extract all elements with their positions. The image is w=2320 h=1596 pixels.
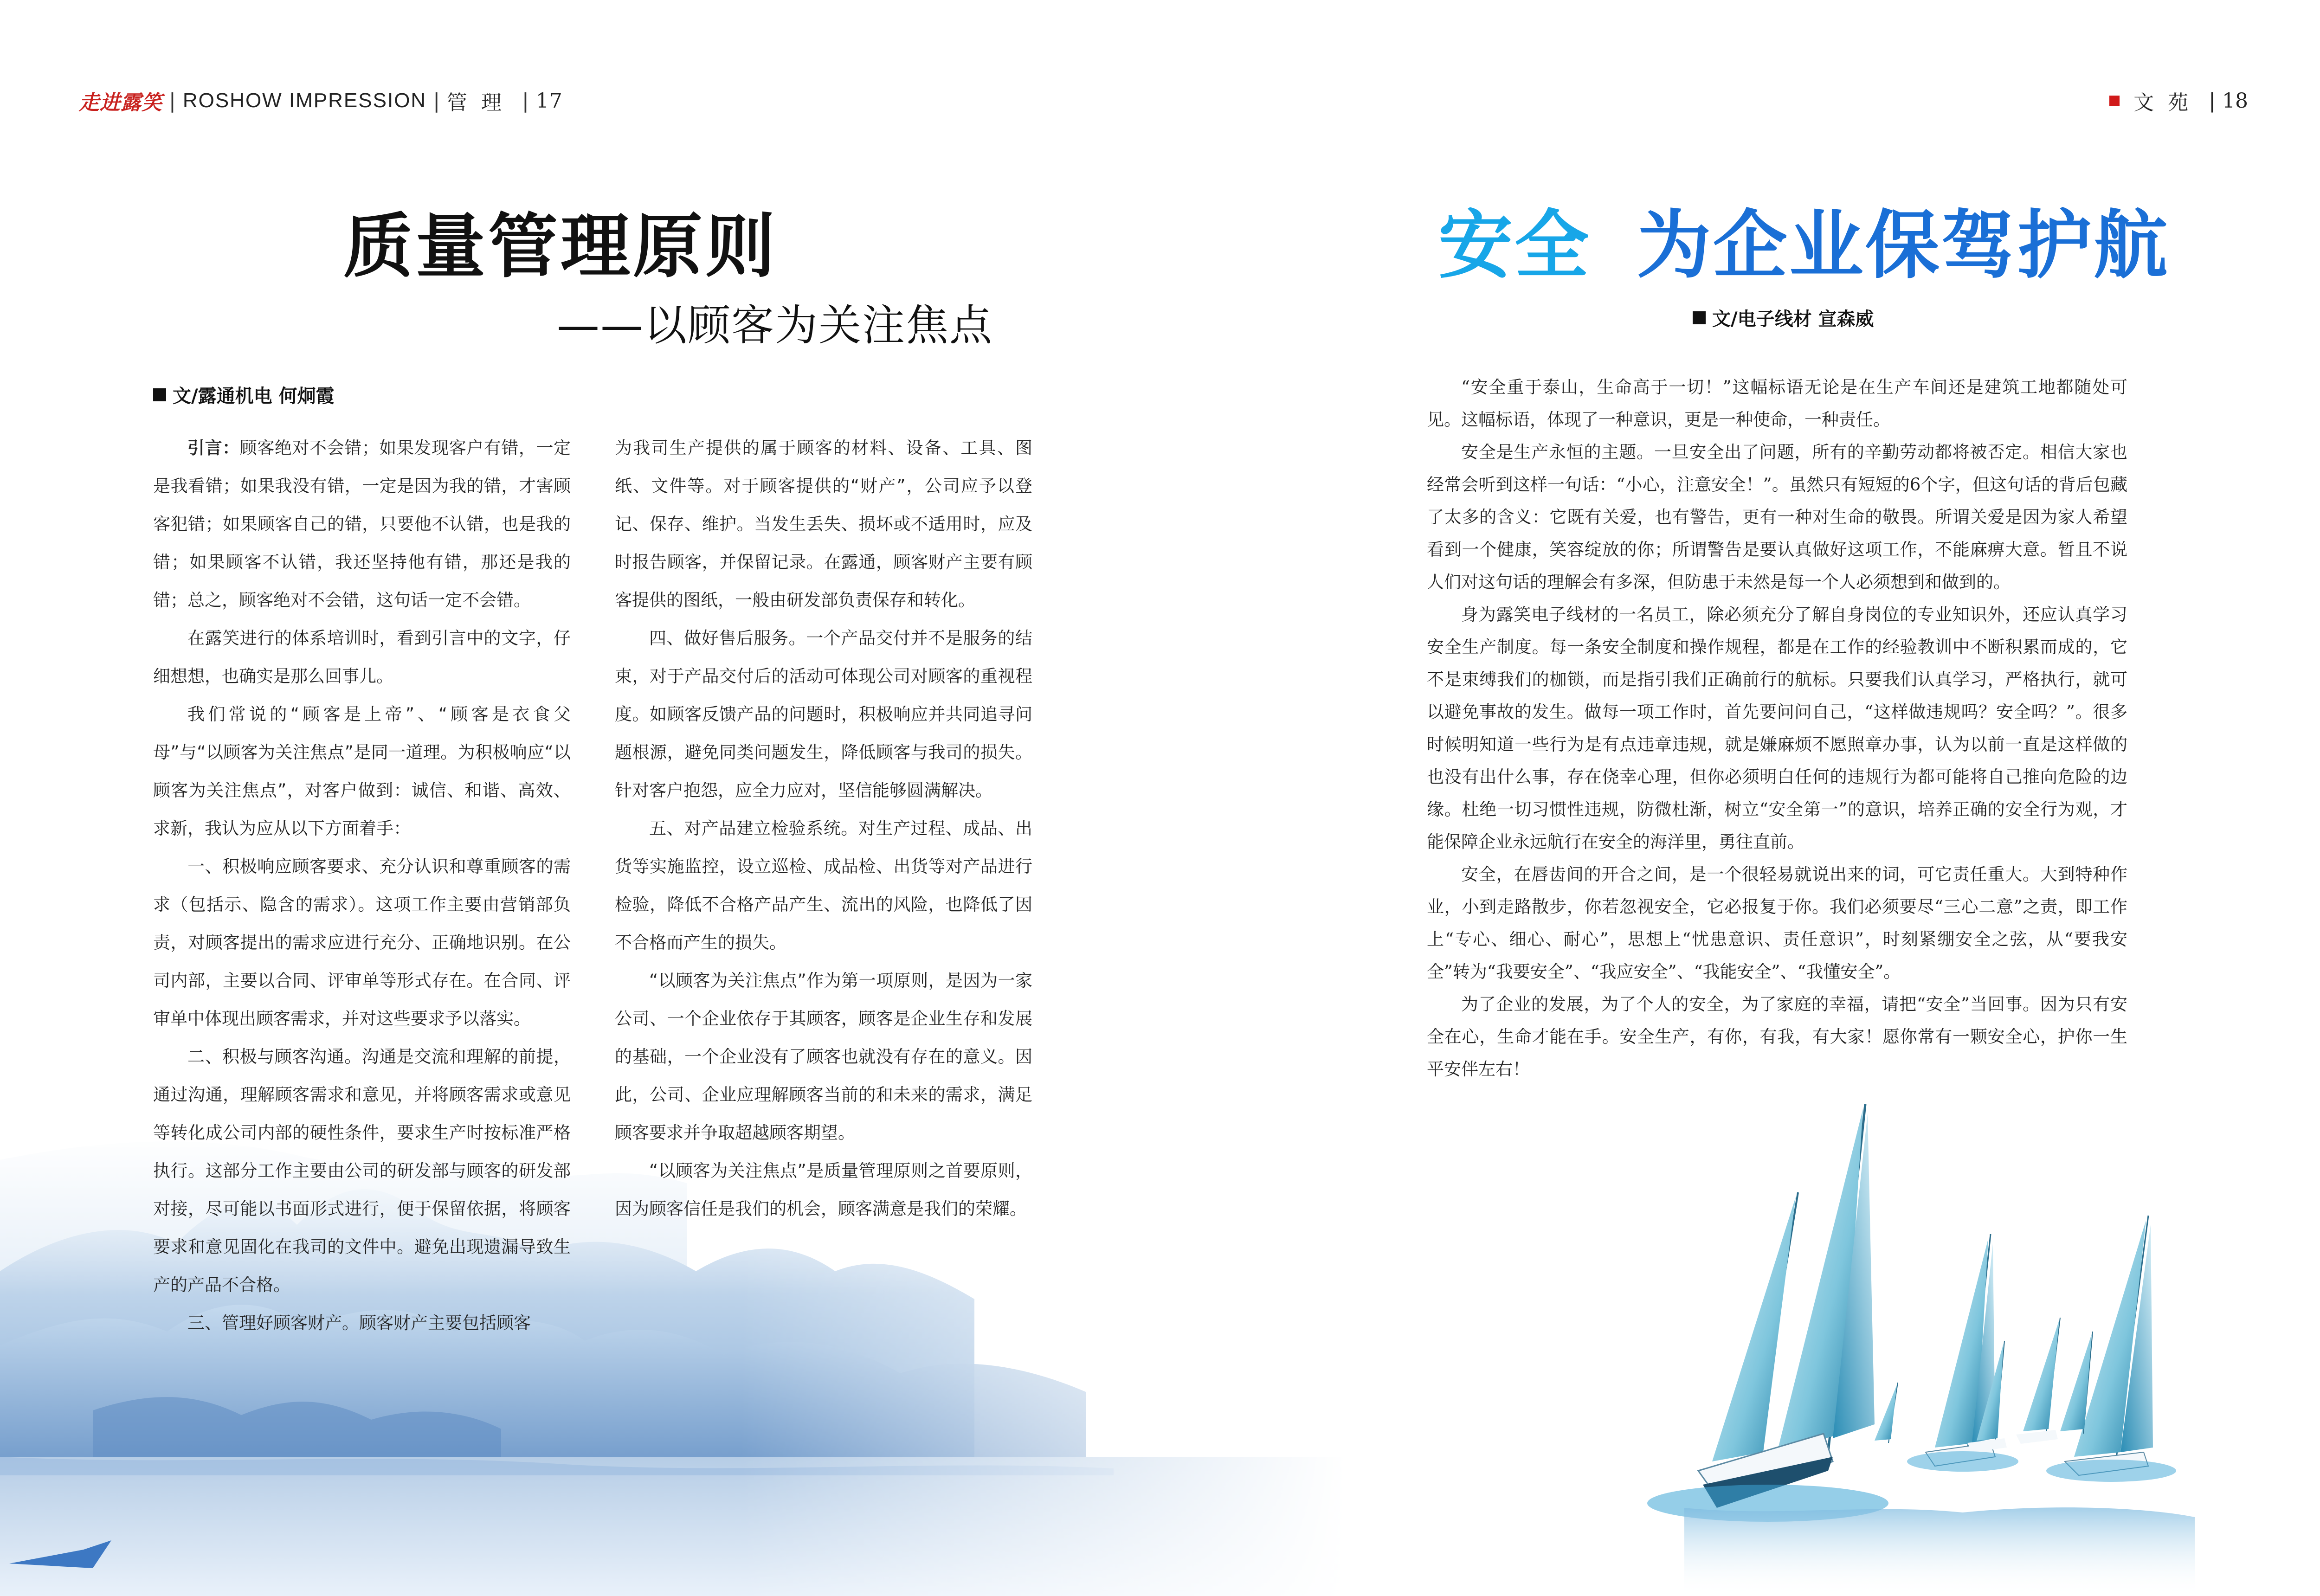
medium-sailboat (2065, 1216, 2153, 1475)
paragraph-text: 三、管理好顾客财产。顾客财产主要包括顾客 (187, 1313, 531, 1333)
article-byline (1693, 304, 1874, 331)
paragraph-text: 二、积极与顾客沟通。沟通是交流和理解的前提，通过沟通，理解顾客需求和意见，并将顾客需求或意见等转化成公司内部的硬性条件，要求生产时按标准严格执行。这部分工作主要由公司的研发部与顾客的研发部对接，尽可能以书面形式进行，便于保留依据，将顾客要求和意见固化在我司的文件中。避免出现遗漏导致生产的产品不合格。 (153, 1047, 571, 1295)
article-body (1427, 371, 2127, 1086)
brand-logo-text: 走进露笑 (79, 91, 162, 115)
paragraph (615, 810, 1032, 962)
article-subtitle: ——以顾客为关注焦点 (557, 301, 993, 350)
small-sailboat (1875, 1383, 1898, 1443)
title-part: 为企业保驾护航 (1637, 202, 2170, 289)
left-page-header (79, 84, 563, 117)
paragraph: 安全，在唇齿间的开合之间，是一个很轻易就说出来的词，可它责任重大。大到特种作业，小到走路散步，你若忽视安全，它必报复于你。我们必须要尽“三心二意”之责，即工作上“专心、细心、耐心”，思想上“忧患意识、责任意识”，时刻紧绷安全之弦，从“要我安全”转为“我要安全”、“我应安全”、“我能安全”、“我懂安全”。 (1427, 864, 2127, 982)
header-separator: | (2209, 89, 2216, 113)
paragraph: 安全是生产永恒的主题。一旦安全出了问题，所有的辛勤劳动都将被否定。相信大家也经常会听到这样一句话：“小心，注意安全！”。虽然只有短短的6个字，但这句话的背后包藏了太多的含义：它既有关爱，也有警告，更有一种对生命的敬畏。所谓关爱是因为家人希望看到一个健康，笑容绽放的你；所谓警告是要认真做好这项工作，不能麻痹大意。暂且不说人们对这句话的理解会有多深，但防患于未然是每一个人必须想到和做到的。 (1427, 442, 2127, 592)
paragraph (153, 695, 571, 848)
article-title (1438, 186, 2170, 292)
byline-text: 文/电子线材 宣森威 (1712, 309, 1874, 330)
sailboats-illustration (1545, 1100, 2195, 1596)
paragraph (153, 619, 571, 695)
lead-label: 引言： (187, 438, 240, 458)
large-sailboat (1698, 1104, 1875, 1508)
paragraph-text: 为我司生产提供的属于顾客的材料、设备、工具、图纸、文件等。对于顾客提供的“财产”，公司应予以登记、保存、维护。当发生丢失、损坏或不适用时，应及时报告顾客，并保留记录。在露通，顾客财产主要有顾客提供的图纸，一般由研发部负责保存和转化。 (615, 438, 1032, 610)
header-separator: | (522, 89, 529, 113)
paragraph (615, 962, 1032, 1152)
paragraph-text: 四、做好售后服务。一个产品交付并不是服务的结束，对于产品交付后的活动可体现公司对顾客的重视程度。如顾客反馈产品的问题时，积极响应并共同追寻问题根源，避免同类问题发生，降低顾客与我司的损失。针对客户抱怨，应全力应对，坚信能够圆满解决。 (615, 628, 1032, 800)
article-column-1 (153, 429, 571, 1342)
paragraph-text: 在露笑进行的体系培训时，看到引言中的文字，仔细想想，也确实是那么回事儿。 (153, 628, 571, 686)
paragraph (153, 429, 571, 619)
paragraph: 身为露笑电子线材的一名员工，除必须充分了解自身岗位的专业知识外，还应认真学习安全生产制度。每一条安全制度和操作规程，都是在工作的经验教训中不断积累而成的，它不是束缚我们的枷锁，而是指引我们正确前行的航标。只要我们认真学习，严格执行，就可以避免事故的发生。做每一项工作时，首先要问问自己，“这样做违规吗？安全吗？”。很多时候明知道一些行为是有点违章违规，就是嫌麻烦不愿照章办事，认为以前一直是这样做的也没有出什么事，存在侥幸心理，但你必须明白任何的违规行为都可能将自己推向危险的边缘。杜绝一切习惯性违规，防微杜渐，树立“安全第一”的意识，培养正确的安全行为观，才能保障企业永远航行在安全的海洋里，勇往直前。 (1427, 605, 2127, 852)
right-page-header (2109, 84, 2248, 117)
paragraph (153, 848, 571, 1038)
paragraph (153, 1038, 571, 1304)
small-sailboat (2016, 1318, 2060, 1444)
paragraph-text: 顾客绝对不会错；如果发现客户有错，一定是我看错；如果我没有错，一定是因为我的错，才害顾客犯错；如果顾客自己的错，只要他不认错，也是我的错；如果顾客不认错，我还坚持他有错，那还是我的错；总之，顾客绝对不会错，这句话一定不会错。 (153, 438, 571, 610)
article-title: 质量管理原则 (343, 206, 778, 287)
article-byline (153, 381, 335, 408)
paragraph (615, 619, 1032, 810)
paragraph-text: “以顾客为关注焦点”作为第一项原则，是因为一家公司、一个企业依存于其顾客，顾客是企业生存和发展的基础，一个企业没有了顾客也就没有存在的意义。因此，公司、企业应理解顾客当前的和未来的需求，满足顾客要求并争取超越顾客期望。 (615, 971, 1032, 1143)
article-column-2 (615, 429, 1032, 1228)
header-separator: | (433, 89, 441, 113)
square-bullet-icon (153, 388, 166, 401)
page-number: 17 (535, 89, 563, 113)
section-name: 文苑 (2133, 91, 2203, 115)
paragraph: 为了企业的发展，为了个人的安全，为了家庭的幸福，请把“安全”当回事。因为只有安全在心，生命才能在手。安全生产，有你，有我，有大家！愿你常有一颗安全心，护你一生平安伴左右！ (1427, 994, 2127, 1079)
paragraph (615, 1152, 1032, 1228)
paragraph-text: 我们常说的“顾客是上帝”、“顾客是衣食父母”与“以顾客为关注焦点”是同一道理。为积极响应“以顾客为关注焦点”，对客户做到：诚信、和谐、高效、求新，我认为应从以下方面着手： (153, 704, 571, 838)
paragraph-text: 五、对产品建立检验系统。对生产过程、成品、出货等实施监控，设立巡检、成品检、出货等对产品进行检验，降低不合格产品产生、流出的风险，也降低了因不合格而产生的损失。 (615, 818, 1032, 952)
magazine-name: ROSHOW IMPRESSION (182, 89, 427, 112)
byline-text: 文/露通机电 何炯霞 (173, 386, 335, 407)
page-number: 18 (2222, 89, 2248, 113)
square-bullet-icon (1693, 311, 1706, 324)
header-separator: | (169, 89, 176, 113)
red-square-icon (2109, 96, 2120, 106)
paragraph-text: 一、积极响应顾客要求、充分认识和尊重顾客的需求（包括示、隐含的需求）。这项工作主要由营销部负责，对顾客提出的需求应进行充分、正确地识别。在公司内部，主要以合同、评审单等形式存在。在合同、评审单中体现出顾客需求，并对这些要求予以落实。 (153, 856, 571, 1029)
section-name: 管理 (447, 91, 516, 115)
paragraph: “安全重于泰山，生命高于一切！”这幅标语无论是在生产车间还是建筑工地都随处可见。这幅标语，体现了一种意识，更是一种使命，一种责任。 (1427, 377, 2127, 430)
title-part: 安全 (1438, 202, 1591, 289)
paragraph (615, 429, 1032, 619)
paragraph (153, 1304, 571, 1342)
paragraph-text: “以顾客为关注焦点”是质量管理原则之首要原则，因为顾客信任是我们的机会，顾客满意是我们的荣耀。 (615, 1161, 1032, 1219)
